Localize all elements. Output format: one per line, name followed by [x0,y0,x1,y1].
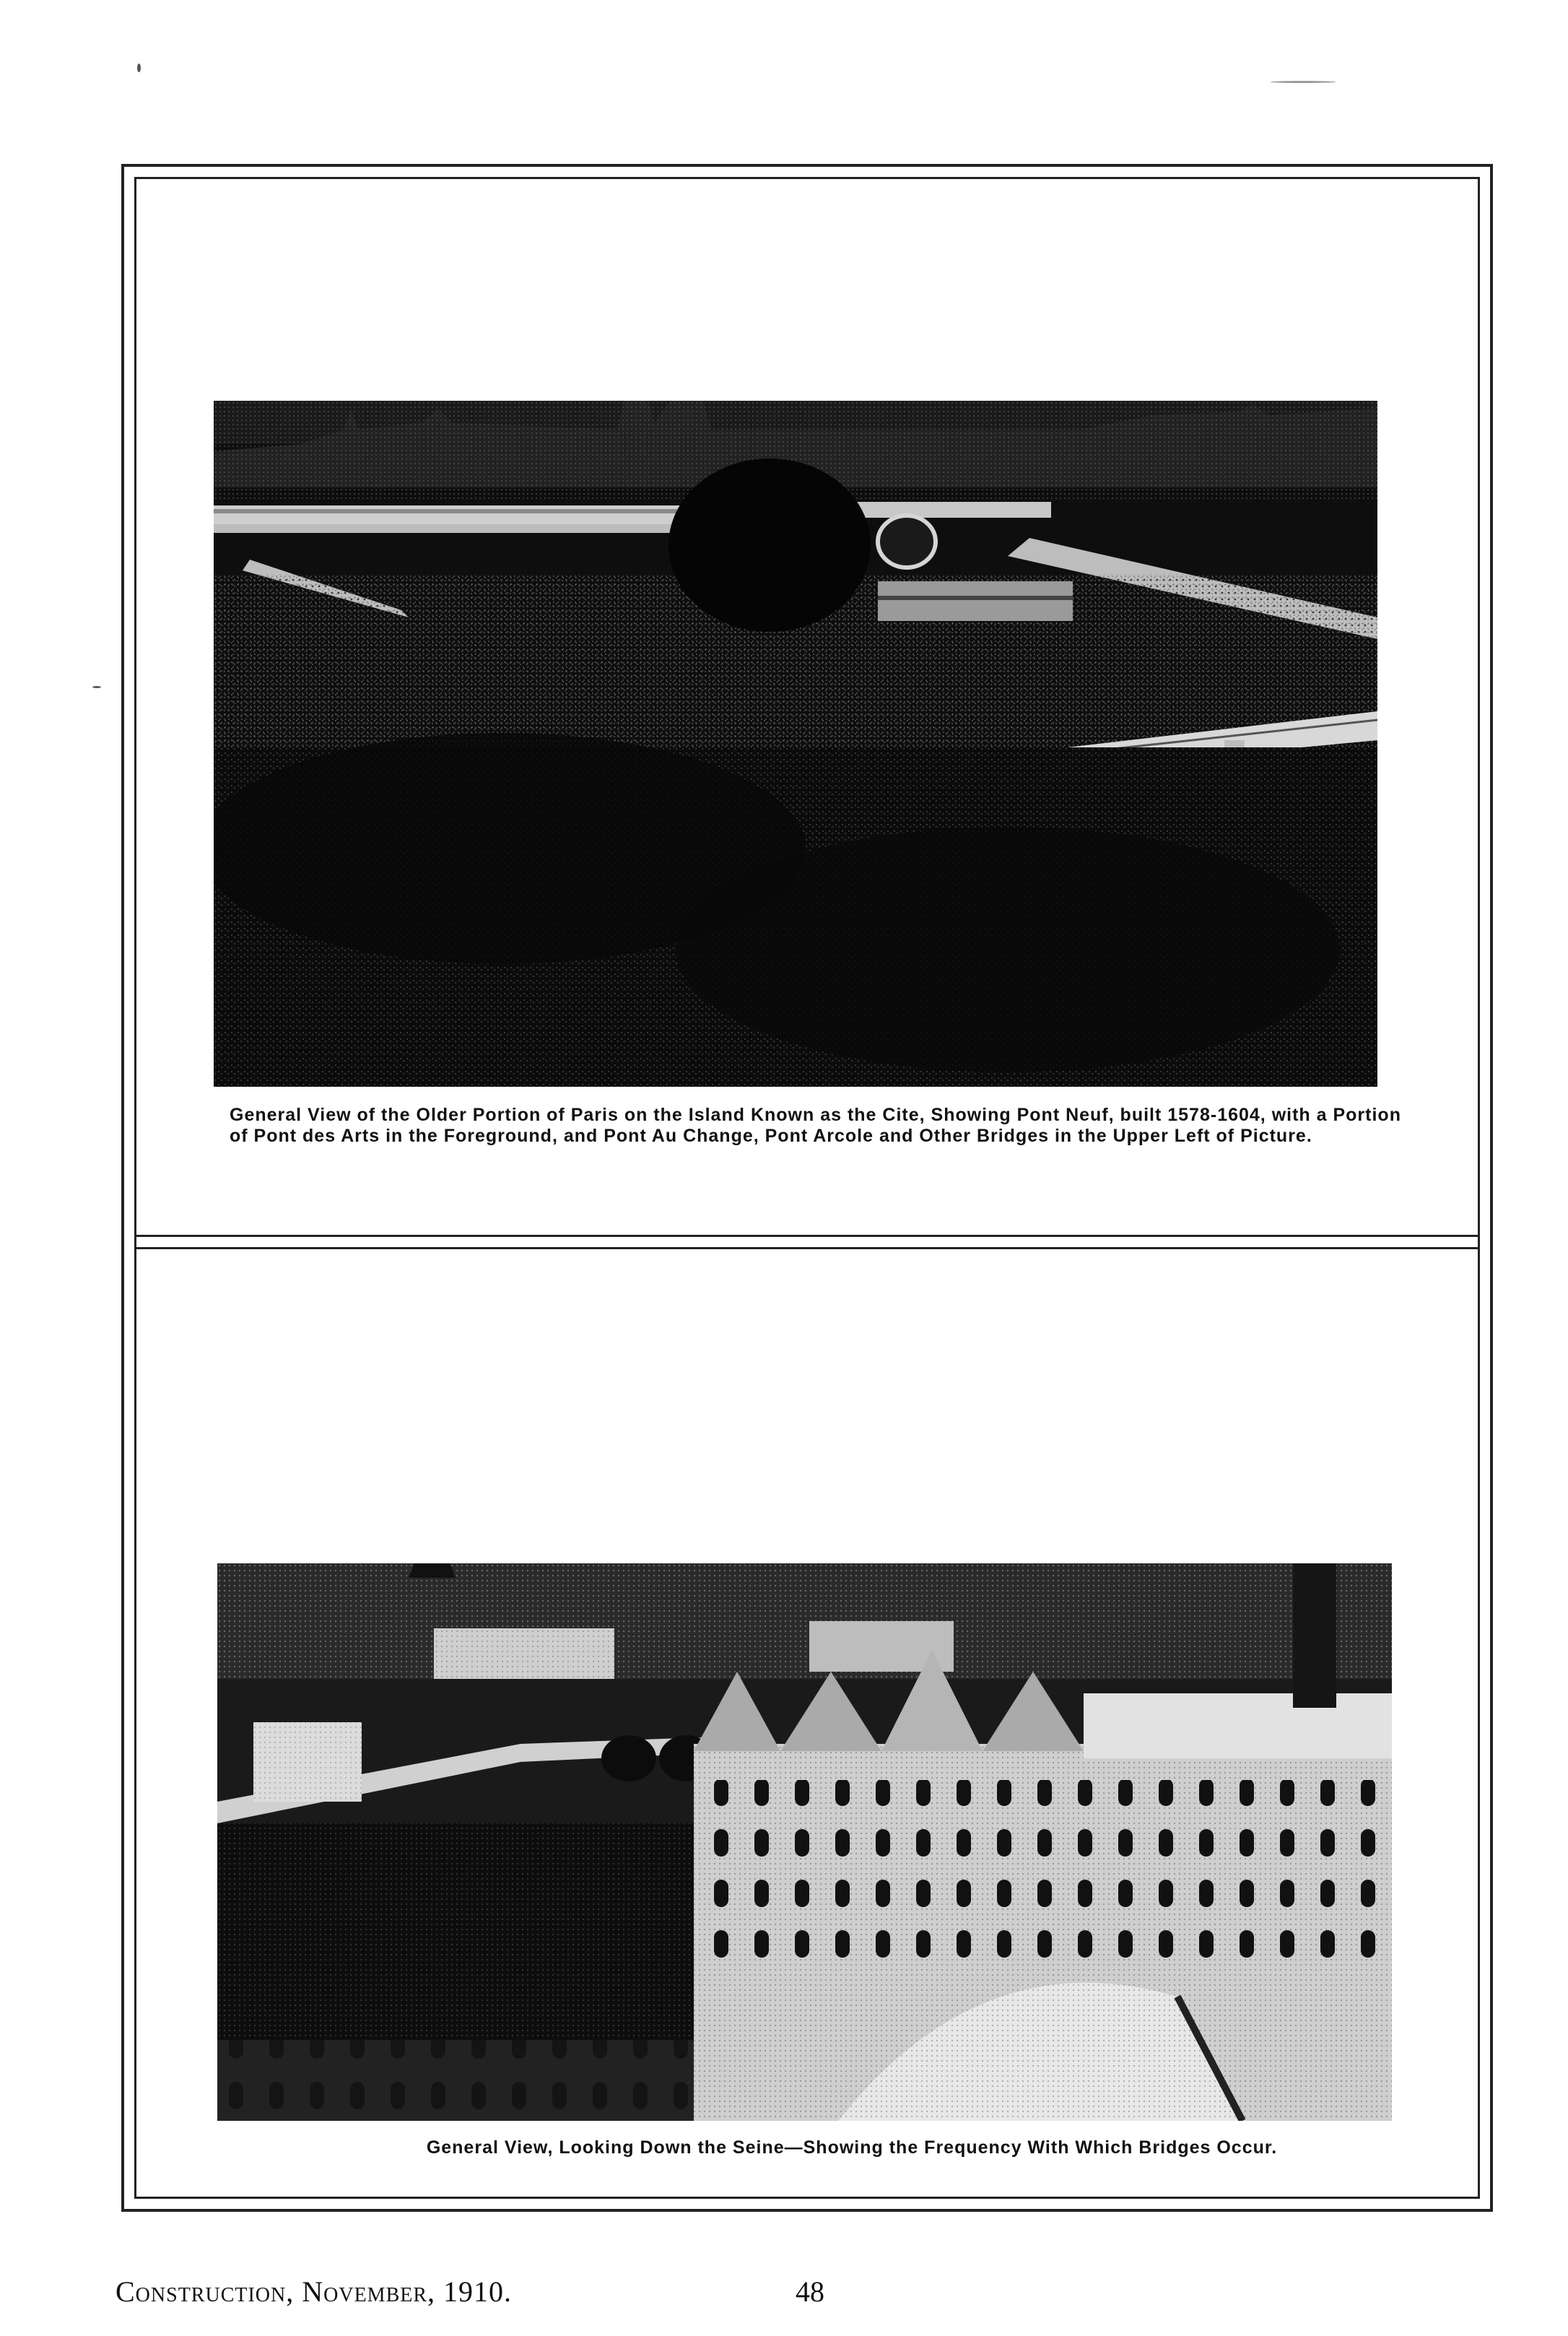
scan-speck [1271,81,1336,83]
figure-caption-2: General View, Looking Down the Seine—Showing the Frequency With Which Bridges Occur. [426,2137,1278,2158]
scan-speck [92,686,101,688]
panel-divider [136,1235,1478,1249]
halftone-photo-1 [214,401,1377,1087]
page-number: 48 [796,2275,824,2308]
figure-caption-1: General View of the Older Portion of Paris on the Island Known as the Cite, Showing Pont Neuf, built 1578-1604, with a Portion of Pont des Arts in the Foreground, and Pont Au Change, Pont Arcole and Other Bridges in the Upper Left of Picture. [230,1105,1401,1146]
photo-ile-de-la-cite [214,401,1377,1087]
scan-speck [137,64,141,72]
photo-seine-view [217,1563,1392,2121]
publication-footer: Construction, November, 1910. [116,2275,513,2308]
halftone-photo-2 [217,1563,1392,2121]
